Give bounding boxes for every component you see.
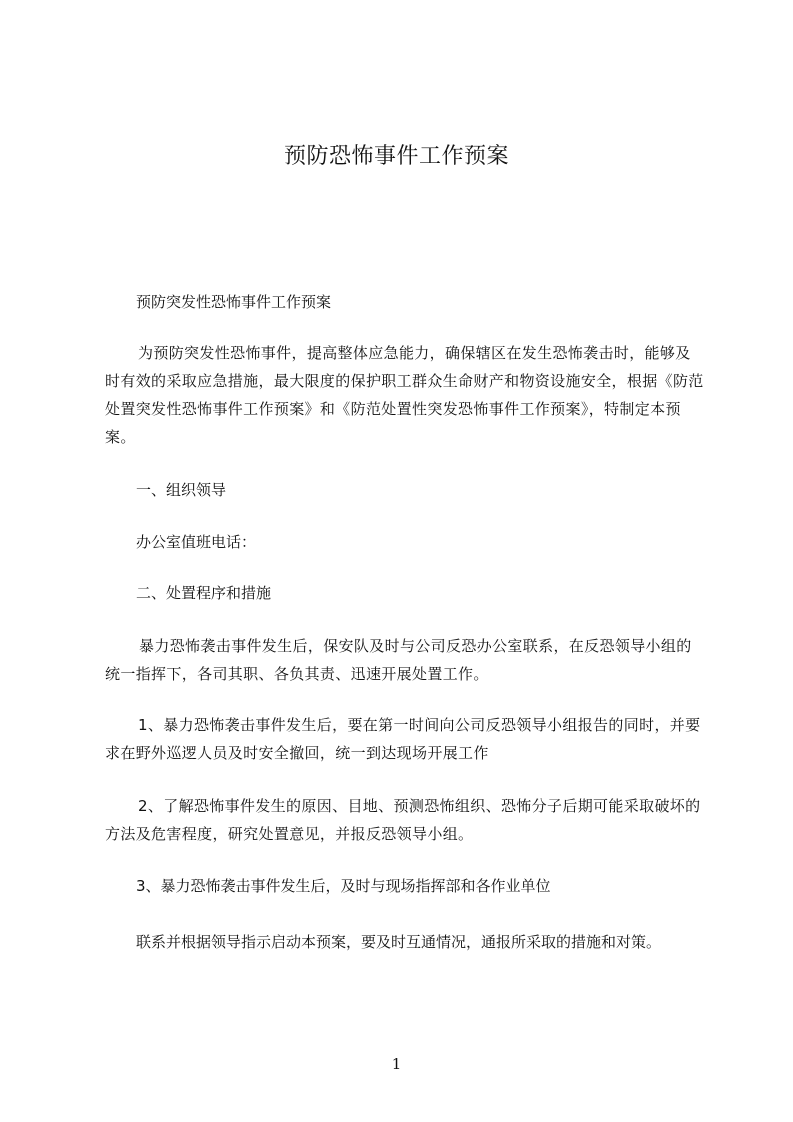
procedure-item-2: 2、了解恐怖事件发生的原因、目地、预测恐怖组织、恐怖分子后期可能采取破坏的方法及危害程度，研究处置意见，并报反恐领导小组。 (105, 797, 701, 843)
procedure-item-3: 3、暴力恐怖袭击事件发生后，及时与现场指挥部和各作业单位 (136, 877, 551, 895)
procedure-item-3-continued: 联系并根据领导指示启动本预案，要及时互通情况，通报所采取的措施和对策。 (136, 933, 662, 951)
document-title: 预防恐怖事件工作预案 (283, 144, 509, 169)
procedures-intro-paragraph: 暴力恐怖袭击事件发生后，保安队及时与公司反恐办公室联系，在反恐领导小组的统一指挥下，各司其职、各负其责、迅速开展处置工作。 (105, 637, 692, 683)
document-subtitle: 预防突发性恐怖事件工作预案 (136, 293, 332, 311)
duty-phone-line: 办公室值班电话： (136, 533, 257, 551)
section-heading-procedures: 二、处置程序和措施 (136, 584, 272, 602)
page-number: 1 (391, 1055, 402, 1073)
intro-paragraph: 为预防突发性恐怖事件，提高整体应急能力，确保辖区在发生恐怖袭击时，能够及时有效的采取应急措施，最大限度的保护职工群众生命财产和物资设施安全，根据《防范处置突发性恐怖事件工作预案》和《防范处置性突发恐怖事件工作预案》，特制定本预案。 (105, 344, 704, 446)
section-heading-organization: 一、组织领导 (136, 481, 227, 499)
procedure-item-1: 1、暴力恐怖袭击事件发生后，要在第一时间向公司反恐领导小组报告的同时，并要求在野外巡逻人员及时安全撤回，统一到达现场开展工作 (105, 716, 701, 762)
